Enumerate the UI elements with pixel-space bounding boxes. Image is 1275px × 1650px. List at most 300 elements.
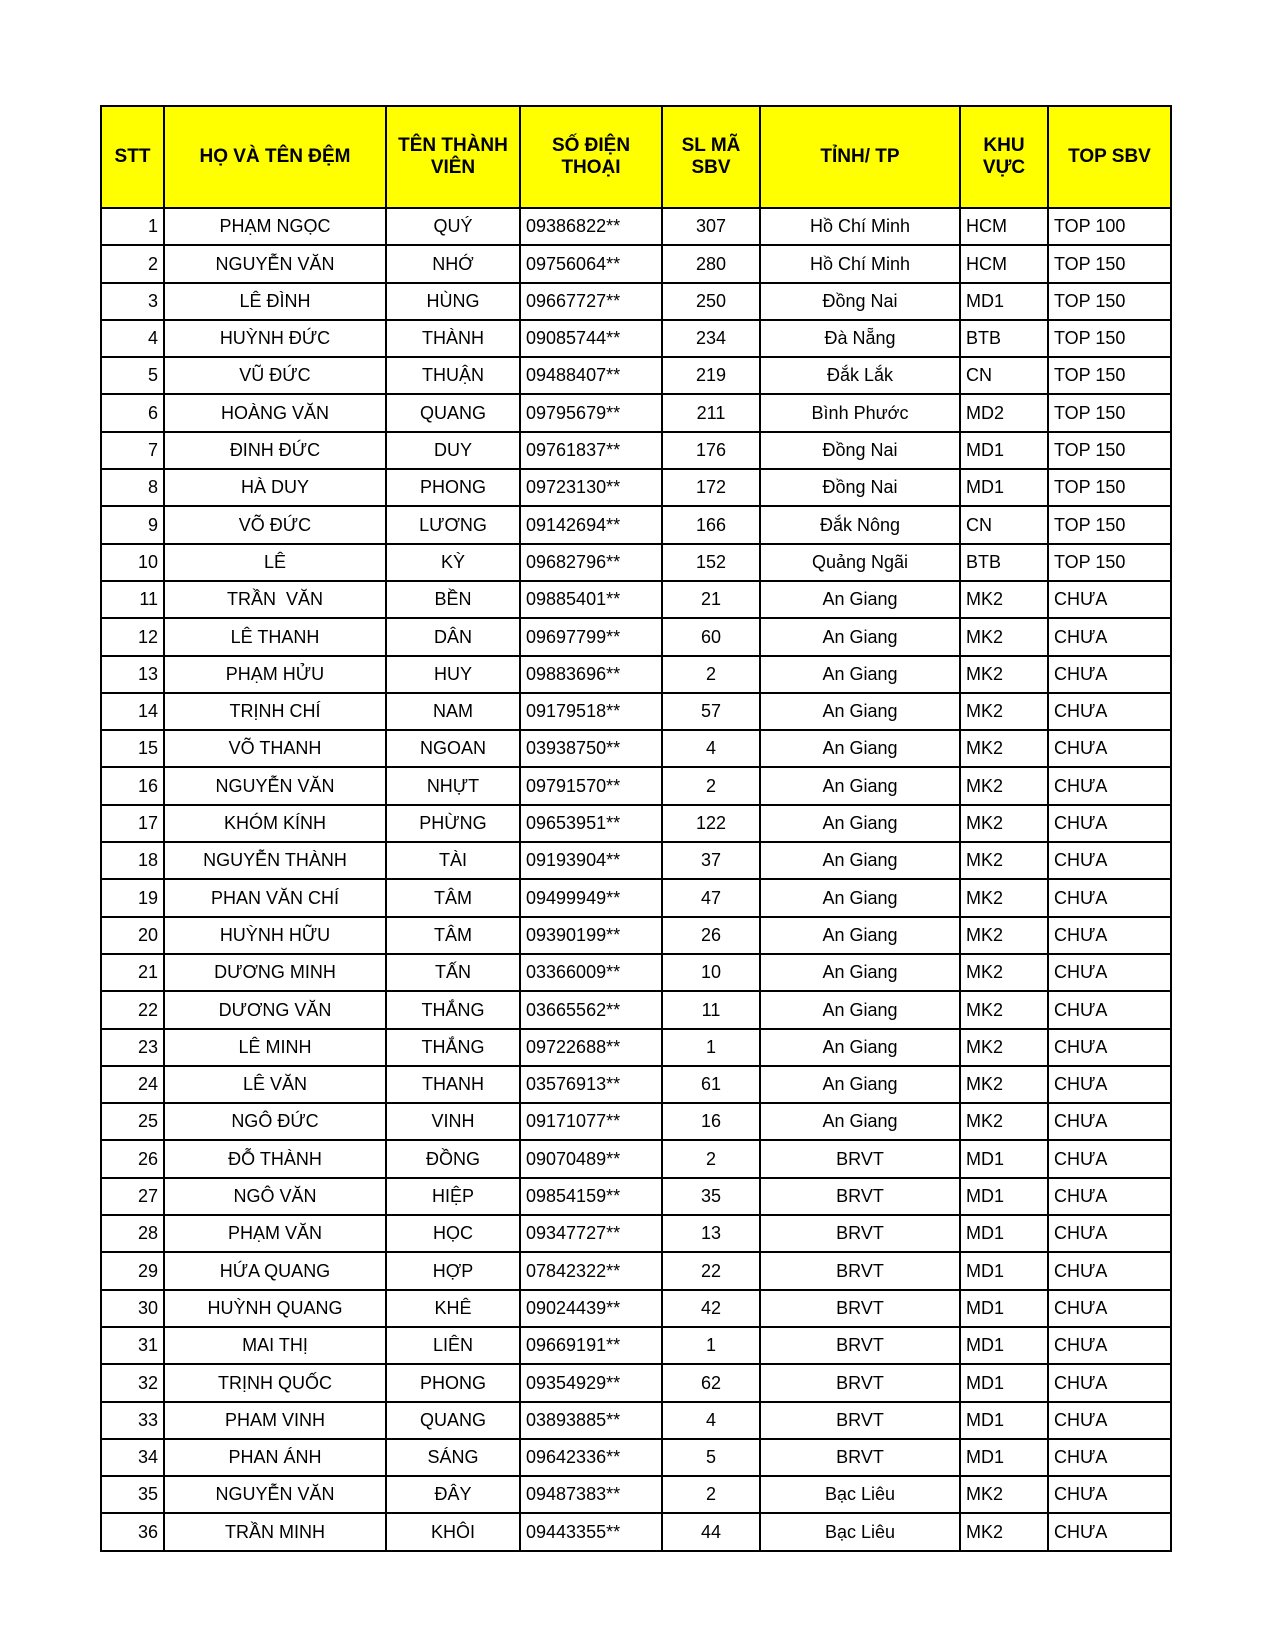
cell-top: CHƯA xyxy=(1048,1029,1171,1066)
cell-ho: HÀ DUY xyxy=(164,469,386,506)
cell-stt: 12 xyxy=(101,618,164,655)
table-row xyxy=(101,245,1171,282)
cell-stt: 24 xyxy=(101,1066,164,1103)
cell-tinh: Hồ Chí Minh xyxy=(760,208,960,245)
table-row xyxy=(101,357,1171,394)
table-row xyxy=(101,1439,1171,1476)
cell-khu: MK2 xyxy=(960,842,1048,879)
cell-phone: 09883696** xyxy=(520,656,662,693)
cell-sl: 172 xyxy=(662,469,760,506)
cell-stt: 2 xyxy=(101,245,164,282)
cell-ten: TÂM xyxy=(386,917,520,954)
cell-ho: PHAN VĂN CHÍ xyxy=(164,879,386,916)
cell-ho: HỨA QUANG xyxy=(164,1252,386,1289)
cell-sl: 57 xyxy=(662,693,760,730)
cell-stt: 16 xyxy=(101,767,164,804)
cell-phone: 09171077** xyxy=(520,1103,662,1140)
cell-khu: MD1 xyxy=(960,1327,1048,1364)
cell-stt: 3 xyxy=(101,283,164,320)
table-row xyxy=(101,320,1171,357)
cell-tinh: BRVT xyxy=(760,1252,960,1289)
cell-stt: 19 xyxy=(101,879,164,916)
cell-stt: 31 xyxy=(101,1327,164,1364)
cell-ten: VINH xyxy=(386,1103,520,1140)
table-row xyxy=(101,394,1171,431)
cell-top: CHƯA xyxy=(1048,1364,1171,1401)
cell-ten: LIÊN xyxy=(386,1327,520,1364)
cell-tinh: Đồng Nai xyxy=(760,432,960,469)
cell-top: CHƯA xyxy=(1048,1327,1171,1364)
cell-phone: 03893885** xyxy=(520,1402,662,1439)
cell-tinh: BRVT xyxy=(760,1215,960,1252)
cell-stt: 21 xyxy=(101,954,164,991)
cell-tinh: An Giang xyxy=(760,805,960,842)
cell-tinh: An Giang xyxy=(760,1103,960,1140)
cell-ho: TRỊNH CHÍ xyxy=(164,693,386,730)
cell-khu: MD1 xyxy=(960,1402,1048,1439)
cell-ten: KỲ xyxy=(386,544,520,581)
cell-ten: NGOAN xyxy=(386,730,520,767)
cell-phone: 03576913** xyxy=(520,1066,662,1103)
cell-tinh: Đắk Nông xyxy=(760,506,960,543)
cell-top: TOP 150 xyxy=(1048,432,1171,469)
cell-ten: PHỪNG xyxy=(386,805,520,842)
cell-top: CHƯA xyxy=(1048,879,1171,916)
cell-tinh: An Giang xyxy=(760,954,960,991)
table-row xyxy=(101,1103,1171,1140)
cell-khu: MK2 xyxy=(960,1476,1048,1513)
table-body xyxy=(101,208,1171,1551)
cell-phone: 09761837** xyxy=(520,432,662,469)
table-row xyxy=(101,469,1171,506)
cell-ten: QUÝ xyxy=(386,208,520,245)
column-header-stt: STT xyxy=(101,106,164,208)
cell-phone: 09667727** xyxy=(520,283,662,320)
cell-sl: 280 xyxy=(662,245,760,282)
cell-khu: MD1 xyxy=(960,1290,1048,1327)
cell-phone: 09723130** xyxy=(520,469,662,506)
cell-khu: MK2 xyxy=(960,767,1048,804)
table-row xyxy=(101,1513,1171,1550)
cell-khu: HCM xyxy=(960,208,1048,245)
cell-sl: 219 xyxy=(662,357,760,394)
cell-ten: HÙNG xyxy=(386,283,520,320)
cell-phone: 09795679** xyxy=(520,394,662,431)
cell-top: CHƯA xyxy=(1048,1066,1171,1103)
table-row xyxy=(101,954,1171,991)
cell-ten: KHÔI xyxy=(386,1513,520,1550)
cell-top: CHƯA xyxy=(1048,581,1171,618)
cell-tinh: An Giang xyxy=(760,879,960,916)
cell-top: CHƯA xyxy=(1048,1103,1171,1140)
cell-sl: 4 xyxy=(662,1402,760,1439)
cell-tinh: Bạc Liêu xyxy=(760,1513,960,1550)
table-row xyxy=(101,618,1171,655)
table-row xyxy=(101,1252,1171,1289)
cell-ten: HỌC xyxy=(386,1215,520,1252)
cell-top: CHƯA xyxy=(1048,1402,1171,1439)
cell-top: CHƯA xyxy=(1048,1290,1171,1327)
cell-top: TOP 150 xyxy=(1048,394,1171,431)
cell-ho: ĐINH ĐỨC xyxy=(164,432,386,469)
cell-ho: NGUYỄN VĂN xyxy=(164,767,386,804)
cell-phone: 09386822** xyxy=(520,208,662,245)
cell-stt: 14 xyxy=(101,693,164,730)
table-row xyxy=(101,1476,1171,1513)
cell-tinh: An Giang xyxy=(760,917,960,954)
table-row xyxy=(101,283,1171,320)
column-header-ten: TÊN THÀNH VIÊN xyxy=(386,106,520,208)
table-row xyxy=(101,1140,1171,1177)
cell-ho: LÊ THANH xyxy=(164,618,386,655)
cell-sl: 1 xyxy=(662,1327,760,1364)
cell-tinh: Đắk Lắk xyxy=(760,357,960,394)
cell-sl: 11 xyxy=(662,991,760,1028)
cell-sl: 5 xyxy=(662,1439,760,1476)
cell-ten: THÀNH xyxy=(386,320,520,357)
cell-ten: NAM xyxy=(386,693,520,730)
cell-top: CHƯA xyxy=(1048,618,1171,655)
cell-ten: TẤN xyxy=(386,954,520,991)
cell-top: TOP 100 xyxy=(1048,208,1171,245)
cell-stt: 23 xyxy=(101,1029,164,1066)
table-row xyxy=(101,1029,1171,1066)
cell-khu: HCM xyxy=(960,245,1048,282)
table-row xyxy=(101,805,1171,842)
cell-phone: 09653951** xyxy=(520,805,662,842)
cell-sl: 176 xyxy=(662,432,760,469)
cell-stt: 30 xyxy=(101,1290,164,1327)
cell-tinh: BRVT xyxy=(760,1364,960,1401)
cell-stt: 34 xyxy=(101,1439,164,1476)
cell-top: CHƯA xyxy=(1048,1215,1171,1252)
cell-khu: MK2 xyxy=(960,1103,1048,1140)
cell-ho: LÊ MINH xyxy=(164,1029,386,1066)
cell-stt: 20 xyxy=(101,917,164,954)
cell-khu: MK2 xyxy=(960,917,1048,954)
cell-top: CHƯA xyxy=(1048,693,1171,730)
cell-top: CHƯA xyxy=(1048,1439,1171,1476)
cell-ten: PHONG xyxy=(386,469,520,506)
cell-stt: 8 xyxy=(101,469,164,506)
cell-stt: 7 xyxy=(101,432,164,469)
cell-sl: 2 xyxy=(662,656,760,693)
cell-sl: 2 xyxy=(662,767,760,804)
cell-stt: 29 xyxy=(101,1252,164,1289)
cell-tinh: Bình Phước xyxy=(760,394,960,431)
cell-tinh: Đà Nẵng xyxy=(760,320,960,357)
cell-top: CHƯA xyxy=(1048,1513,1171,1550)
cell-khu: MD1 xyxy=(960,1439,1048,1476)
cell-tinh: An Giang xyxy=(760,693,960,730)
cell-ho: NGUYỄN VĂN xyxy=(164,1476,386,1513)
table-row xyxy=(101,506,1171,543)
cell-phone: 09390199** xyxy=(520,917,662,954)
cell-sl: 37 xyxy=(662,842,760,879)
cell-sl: 4 xyxy=(662,730,760,767)
cell-ho: PHẠM NGỌC xyxy=(164,208,386,245)
cell-khu: MK2 xyxy=(960,879,1048,916)
cell-tinh: BRVT xyxy=(760,1402,960,1439)
cell-ten: SÁNG xyxy=(386,1439,520,1476)
cell-sl: 13 xyxy=(662,1215,760,1252)
table-row xyxy=(101,1327,1171,1364)
cell-tinh: An Giang xyxy=(760,1066,960,1103)
cell-sl: 47 xyxy=(662,879,760,916)
cell-top: TOP 150 xyxy=(1048,544,1171,581)
cell-khu: MK2 xyxy=(960,581,1048,618)
cell-ho: NGÔ VĂN xyxy=(164,1178,386,1215)
cell-khu: MD1 xyxy=(960,1215,1048,1252)
cell-tinh: An Giang xyxy=(760,656,960,693)
cell-sl: 62 xyxy=(662,1364,760,1401)
cell-phone: 09722688** xyxy=(520,1029,662,1066)
cell-ho: NGUYỄN VĂN xyxy=(164,245,386,282)
cell-phone: 09697799** xyxy=(520,618,662,655)
cell-khu: MK2 xyxy=(960,618,1048,655)
cell-top: CHƯA xyxy=(1048,954,1171,991)
column-header-top: TOP SBV xyxy=(1048,106,1171,208)
cell-stt: 33 xyxy=(101,1402,164,1439)
cell-khu: CN xyxy=(960,506,1048,543)
cell-ten: HUY xyxy=(386,656,520,693)
cell-tinh: BRVT xyxy=(760,1178,960,1215)
cell-ten: DÂN xyxy=(386,618,520,655)
cell-phone: 09669191** xyxy=(520,1327,662,1364)
cell-phone: 09791570** xyxy=(520,767,662,804)
cell-ten: THANH xyxy=(386,1066,520,1103)
cell-sl: 35 xyxy=(662,1178,760,1215)
cell-ten: BỀN xyxy=(386,581,520,618)
table-row xyxy=(101,767,1171,804)
cell-phone: 09024439** xyxy=(520,1290,662,1327)
spreadsheet-page xyxy=(100,105,1172,1552)
cell-tinh: An Giang xyxy=(760,730,960,767)
cell-ten: NHỚ xyxy=(386,245,520,282)
cell-sl: 26 xyxy=(662,917,760,954)
cell-stt: 26 xyxy=(101,1140,164,1177)
cell-stt: 9 xyxy=(101,506,164,543)
cell-khu: MK2 xyxy=(960,693,1048,730)
cell-sl: 211 xyxy=(662,394,760,431)
cell-phone: 03366009** xyxy=(520,954,662,991)
cell-phone: 09756064** xyxy=(520,245,662,282)
cell-phone: 03938750** xyxy=(520,730,662,767)
cell-stt: 15 xyxy=(101,730,164,767)
cell-sl: 42 xyxy=(662,1290,760,1327)
cell-khu: MD1 xyxy=(960,1178,1048,1215)
cell-khu: MD1 xyxy=(960,1252,1048,1289)
cell-phone: 09193904** xyxy=(520,842,662,879)
cell-khu: BTB xyxy=(960,544,1048,581)
cell-ho: HOÀNG VĂN xyxy=(164,394,386,431)
table-row xyxy=(101,693,1171,730)
table-row xyxy=(101,432,1171,469)
table-row xyxy=(101,1402,1171,1439)
cell-ho: HUỲNH HỮU xyxy=(164,917,386,954)
cell-sl: 250 xyxy=(662,283,760,320)
cell-phone: 09885401** xyxy=(520,581,662,618)
cell-tinh: An Giang xyxy=(760,991,960,1028)
cell-ho: PHAN ÁNH xyxy=(164,1439,386,1476)
cell-phone: 09179518** xyxy=(520,693,662,730)
cell-tinh: Bạc Liêu xyxy=(760,1476,960,1513)
cell-sl: 2 xyxy=(662,1140,760,1177)
column-header-tinh: TỈNH/ TP xyxy=(760,106,960,208)
cell-top: TOP 150 xyxy=(1048,320,1171,357)
cell-phone: 09488407** xyxy=(520,357,662,394)
cell-top: TOP 150 xyxy=(1048,283,1171,320)
cell-ho: NGÔ ĐỨC xyxy=(164,1103,386,1140)
column-header-sl: SL MÃ SBV xyxy=(662,106,760,208)
cell-sl: 122 xyxy=(662,805,760,842)
cell-ho: LÊ ĐÌNH xyxy=(164,283,386,320)
cell-sl: 16 xyxy=(662,1103,760,1140)
table-row xyxy=(101,879,1171,916)
table-row xyxy=(101,842,1171,879)
cell-ho: KHÓM KÍNH xyxy=(164,805,386,842)
cell-ho: VÕ THANH xyxy=(164,730,386,767)
column-header-khu: KHU VỰC xyxy=(960,106,1048,208)
cell-top: TOP 150 xyxy=(1048,245,1171,282)
column-header-phone: SỐ ĐIỆN THOẠI xyxy=(520,106,662,208)
cell-sl: 10 xyxy=(662,954,760,991)
cell-ten: TÂM xyxy=(386,879,520,916)
cell-stt: 25 xyxy=(101,1103,164,1140)
cell-ho: NGUYỄN THÀNH xyxy=(164,842,386,879)
cell-ho: TRỊNH QUỐC xyxy=(164,1364,386,1401)
cell-khu: MK2 xyxy=(960,730,1048,767)
cell-ho: VŨ ĐỨC xyxy=(164,357,386,394)
cell-sl: 22 xyxy=(662,1252,760,1289)
cell-khu: MK2 xyxy=(960,954,1048,991)
cell-ho: PHẠM VĂN xyxy=(164,1215,386,1252)
cell-stt: 6 xyxy=(101,394,164,431)
cell-ho: HUỲNH QUANG xyxy=(164,1290,386,1327)
cell-sl: 44 xyxy=(662,1513,760,1550)
cell-ho: VÕ ĐỨC xyxy=(164,506,386,543)
cell-top: TOP 150 xyxy=(1048,357,1171,394)
cell-sl: 234 xyxy=(662,320,760,357)
header-row xyxy=(101,106,1171,208)
cell-ten: DUY xyxy=(386,432,520,469)
cell-khu: MD1 xyxy=(960,1364,1048,1401)
cell-ten: ĐỒNG xyxy=(386,1140,520,1177)
cell-top: CHƯA xyxy=(1048,1178,1171,1215)
cell-ho: PHẠM HỬU xyxy=(164,656,386,693)
cell-stt: 13 xyxy=(101,656,164,693)
cell-ho: TRẦN VĂN xyxy=(164,581,386,618)
member-table xyxy=(100,105,1172,1552)
cell-khu: MK2 xyxy=(960,1066,1048,1103)
cell-phone: 09085744** xyxy=(520,320,662,357)
table-row xyxy=(101,1364,1171,1401)
column-header-ho: HỌ VÀ TÊN ĐỆM xyxy=(164,106,386,208)
cell-stt: 18 xyxy=(101,842,164,879)
cell-khu: MK2 xyxy=(960,805,1048,842)
cell-stt: 10 xyxy=(101,544,164,581)
cell-phone: 09682796** xyxy=(520,544,662,581)
cell-phone: 09347727** xyxy=(520,1215,662,1252)
cell-top: CHƯA xyxy=(1048,656,1171,693)
table-row xyxy=(101,991,1171,1028)
table-row xyxy=(101,581,1171,618)
cell-stt: 22 xyxy=(101,991,164,1028)
cell-stt: 35 xyxy=(101,1476,164,1513)
table-row xyxy=(101,1215,1171,1252)
cell-phone: 09487383** xyxy=(520,1476,662,1513)
cell-ho: LÊ xyxy=(164,544,386,581)
table-row xyxy=(101,730,1171,767)
cell-top: CHƯA xyxy=(1048,842,1171,879)
cell-phone: 07842322** xyxy=(520,1252,662,1289)
cell-tinh: Hồ Chí Minh xyxy=(760,245,960,282)
cell-top: TOP 150 xyxy=(1048,506,1171,543)
cell-top: CHƯA xyxy=(1048,1252,1171,1289)
cell-phone: 09499949** xyxy=(520,879,662,916)
cell-sl: 166 xyxy=(662,506,760,543)
cell-stt: 28 xyxy=(101,1215,164,1252)
cell-ho: TRẦN MINH xyxy=(164,1513,386,1550)
cell-ten: HIỆP xyxy=(386,1178,520,1215)
cell-khu: MK2 xyxy=(960,991,1048,1028)
cell-khu: MD2 xyxy=(960,394,1048,431)
cell-ten: NHỰT xyxy=(386,767,520,804)
cell-khu: MD1 xyxy=(960,283,1048,320)
cell-stt: 27 xyxy=(101,1178,164,1215)
cell-sl: 152 xyxy=(662,544,760,581)
cell-ho: DƯƠNG VĂN xyxy=(164,991,386,1028)
table-row xyxy=(101,544,1171,581)
table-row xyxy=(101,1066,1171,1103)
cell-tinh: BRVT xyxy=(760,1290,960,1327)
cell-sl: 61 xyxy=(662,1066,760,1103)
cell-tinh: An Giang xyxy=(760,618,960,655)
cell-ho: ĐỖ THÀNH xyxy=(164,1140,386,1177)
cell-ho: PHAM VINH xyxy=(164,1402,386,1439)
cell-tinh: Đồng Nai xyxy=(760,469,960,506)
cell-phone: 09070489** xyxy=(520,1140,662,1177)
table-row xyxy=(101,917,1171,954)
cell-khu: BTB xyxy=(960,320,1048,357)
cell-ten: THẮNG xyxy=(386,991,520,1028)
cell-stt: 5 xyxy=(101,357,164,394)
cell-tinh: Quảng Ngãi xyxy=(760,544,960,581)
cell-phone: 09443355** xyxy=(520,1513,662,1550)
cell-khu: MD1 xyxy=(960,432,1048,469)
cell-top: CHƯA xyxy=(1048,1476,1171,1513)
cell-ho: DƯƠNG MINH xyxy=(164,954,386,991)
cell-stt: 11 xyxy=(101,581,164,618)
cell-tinh: An Giang xyxy=(760,581,960,618)
cell-top: CHƯA xyxy=(1048,805,1171,842)
cell-phone: 09854159** xyxy=(520,1178,662,1215)
cell-sl: 60 xyxy=(662,618,760,655)
cell-stt: 1 xyxy=(101,208,164,245)
cell-tinh: BRVT xyxy=(760,1140,960,1177)
cell-khu: CN xyxy=(960,357,1048,394)
cell-top: TOP 150 xyxy=(1048,469,1171,506)
cell-tinh: An Giang xyxy=(760,767,960,804)
cell-ten: HỢP xyxy=(386,1252,520,1289)
cell-top: CHƯA xyxy=(1048,991,1171,1028)
cell-sl: 307 xyxy=(662,208,760,245)
cell-ho: HUỲNH ĐỨC xyxy=(164,320,386,357)
cell-phone: 09354929** xyxy=(520,1364,662,1401)
cell-stt: 17 xyxy=(101,805,164,842)
cell-ten: QUANG xyxy=(386,394,520,431)
cell-khu: MK2 xyxy=(960,656,1048,693)
